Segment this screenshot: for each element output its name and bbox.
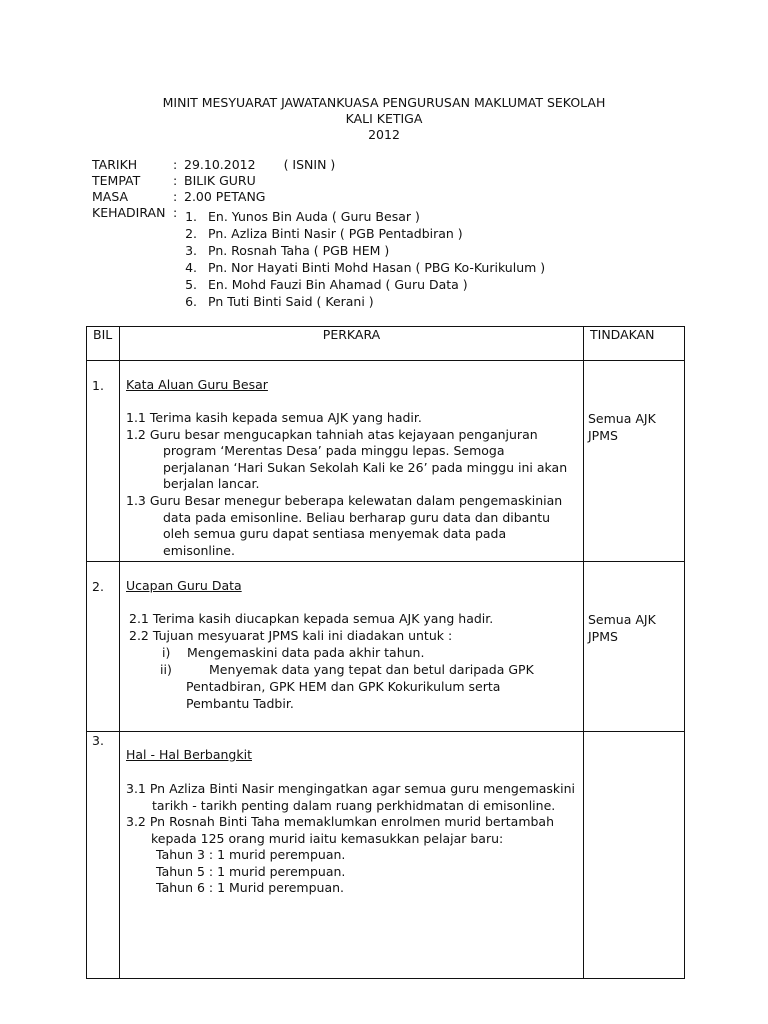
item-heading: Hal - Hal Berbangkit (126, 747, 252, 762)
header-tindakan: TINDAKAN (584, 327, 685, 361)
item-line: Menyemak data yang tepat dan betul daripada GPK (209, 662, 534, 677)
item-line: 1.2 Guru besar mengucapkan tahniah atas kejayaan penganjuran (126, 427, 538, 442)
tindakan-line: Semua AJK (588, 612, 656, 627)
item-line: oleh semua guru dapat sentiasa menyemak data pada (163, 526, 507, 541)
item-line: 3.2 Pn Rosnah Binti Taha memaklumkan enrolmen murid bertambah (126, 814, 555, 829)
item-line: tarikh - tarikh penting dalam ruang perkhidmatan di emisonline. (152, 798, 556, 813)
document-title (0, 95, 768, 143)
tempat-value: BILIK GURU (184, 173, 256, 188)
item-line: i) (162, 645, 171, 660)
row-tindakan (584, 562, 685, 732)
item-line: berjalan lancar. (163, 476, 260, 491)
row-perkara (120, 361, 584, 562)
item-line: emisonline. (163, 543, 235, 558)
item-line: data pada emisonline. Beliau berharap guru data dan dibantu (163, 510, 551, 525)
item-line: 2.1 Terima kasih diucapkan kepada semua AJK yang hadir. (129, 611, 494, 626)
title-line-2: KALI KETIGA (345, 111, 423, 126)
minutes-page: MINIT MESYUARAT JAWATANKUASA PENGURUSAN MAKLUMAT SEKOLAH KALI KETIGA 2012 TARIKH : 29.10.2012 ( ISNIN ) TEMPAT : BILIK GURU MASA : 2.00 PETANG KEHADIRAN : 1. En. Yunos Bin Auda ( Guru Besar ) 2. Pn. Azliza Binti Nasir ( PGB Pentadbiran ) 3. Pn. Rosnah Taha ( PGB HEM ) 4. Pn. Nor Hayati Binti Mohd Hasan ( PBG Ko-Kurikulum ) 5. En. Mohd Fauzi Bin Ahamad ( Guru Data ) 6. Pn Tuti Binti Said ( Kerani ) BIL PERKARA TINDAKAN 1. Kata Aluan Guru Besar 1.1 Terima kasih kepada semua AJK yang hadir. 1.2 Guru besar mengucapkan tahniah atas kejayaan penganjuran program ‘Merentas Desa’ pada minggu lepas. Semoga perjalanan ‘Hari Sukan Sekolah Kali ke 26’ pada minggu ini akan berjalan lancar. 1.3 Guru Besar menegur beberapa kelewatan dalam pengemaskinian data pada emisonline. Beliau berharap guru data dan dibantu oleh semua guru dapat sentiasa menyemak data pada emisonline. Semua AJK JPMS 2. Ucapan Guru Data 2.1 Terima kasih diucapkan kepada semua AJK yang hadir. 2.2 Tujuan mesyuarat JPMS kali ini diadakan untuk : i) Mengemaskini data pada akhir tahun. ii) Menyemak data yang tepat dan betul daripada GPK Pentadbiran, GPK HEM dan GPK Kokurikulum serta Pembantu Tadbir. Semua AJK JPMS 3. Hal - Hal Berbangkit 3.1 Pn Azliza Binti Nasir mengingatkan agar semua guru mengemaskini tarikh - tarikh penting dalam ruang perkhidmatan di emisonline. 3.2 Pn Rosnah Binti Taha memaklumkan enrolmen murid bertambah kepada 125 orang murid iaitu kemasukkan pelajar baru: Tahun 3 : 1 murid perempuan. Tahun 5 : 1 murid perempuan. Tahun 6 : 1 Murid perempuan. (0, 0, 768, 1024)
row-perkara (120, 562, 584, 732)
title-line-3: 2012 (368, 127, 400, 142)
table-row (87, 361, 685, 562)
row-tindakan (584, 361, 685, 562)
table-row (87, 562, 685, 732)
item-line: program ‘Merentas Desa’ pada minggu lepas. Semoga (163, 443, 505, 458)
masa-value: 2.00 PETANG (184, 189, 266, 204)
item-line: 3.1 Pn Azliza Binti Nasir mengingatkan agar semua guru mengemaskini (126, 781, 575, 796)
tindakan-line: JPMS (588, 428, 618, 443)
row-perkara (120, 732, 584, 979)
tempat-separator: : (173, 173, 178, 188)
item-line: perjalanan ‘Hari Sukan Sekolah Kali ke 26’ pada minggu ini akan (163, 460, 568, 475)
table-row (87, 732, 685, 979)
row-tindakan (584, 732, 685, 979)
masa-label: MASA (92, 189, 129, 204)
tarikh-label: TARIKH (92, 157, 138, 172)
item-line: Pentadbiran, GPK HEM dan GPK Kokurikulum serta (186, 679, 501, 694)
item-line: ii) (160, 662, 172, 677)
row-bil: 3. (87, 732, 120, 979)
tindakan-line: Semua AJK (588, 411, 656, 426)
kehadiran-label: KEHADIRAN (92, 205, 166, 220)
item-line: Tahun 6 : 1 Murid perempuan. (156, 880, 345, 895)
header-bil: BIL (87, 327, 120, 361)
masa-separator: : (173, 189, 178, 204)
row-bil: 2. (87, 562, 120, 732)
item-line: Tahun 3 : 1 murid perempuan. (156, 847, 346, 862)
item-line: 2.2 Tujuan mesyuarat JPMS kali ini diadakan untuk : (129, 628, 453, 643)
tindakan-line: JPMS (588, 629, 618, 644)
item-heading: Ucapan Guru Data (126, 578, 242, 593)
tempat-label: TEMPAT (92, 173, 141, 188)
item-line: Pembantu Tadbir. (186, 696, 294, 711)
tarikh-day: ( ISNIN ) (283, 157, 336, 172)
kehadiran-separator: : (173, 205, 178, 220)
item-line: Tahun 5 : 1 murid perempuan. (156, 864, 346, 879)
title-line-1: MINIT MESYUARAT JAWATANKUASA PENGURUSAN MAKLUMAT SEKOLAH (162, 95, 606, 110)
item-line: kepada 125 orang murid iaitu kemasukkan pelajar baru: (151, 831, 504, 846)
tarikh-separator: : (173, 157, 178, 172)
table-header-row (87, 327, 685, 361)
tarikh-value: 29.10.2012 (184, 157, 256, 172)
item-heading: Kata Aluan Guru Besar (126, 377, 268, 392)
minutes-table (86, 326, 685, 979)
item-line: 1.3 Guru Besar menegur beberapa kelewatan dalam pengemaskinian (126, 493, 563, 508)
item-line: 1.1 Terima kasih kepada semua AJK yang hadir. (126, 410, 422, 425)
header-perkara: PERKARA (120, 327, 584, 361)
row-bil: 1. (87, 361, 120, 562)
item-line: Mengemaskini data pada akhir tahun. (187, 645, 425, 660)
